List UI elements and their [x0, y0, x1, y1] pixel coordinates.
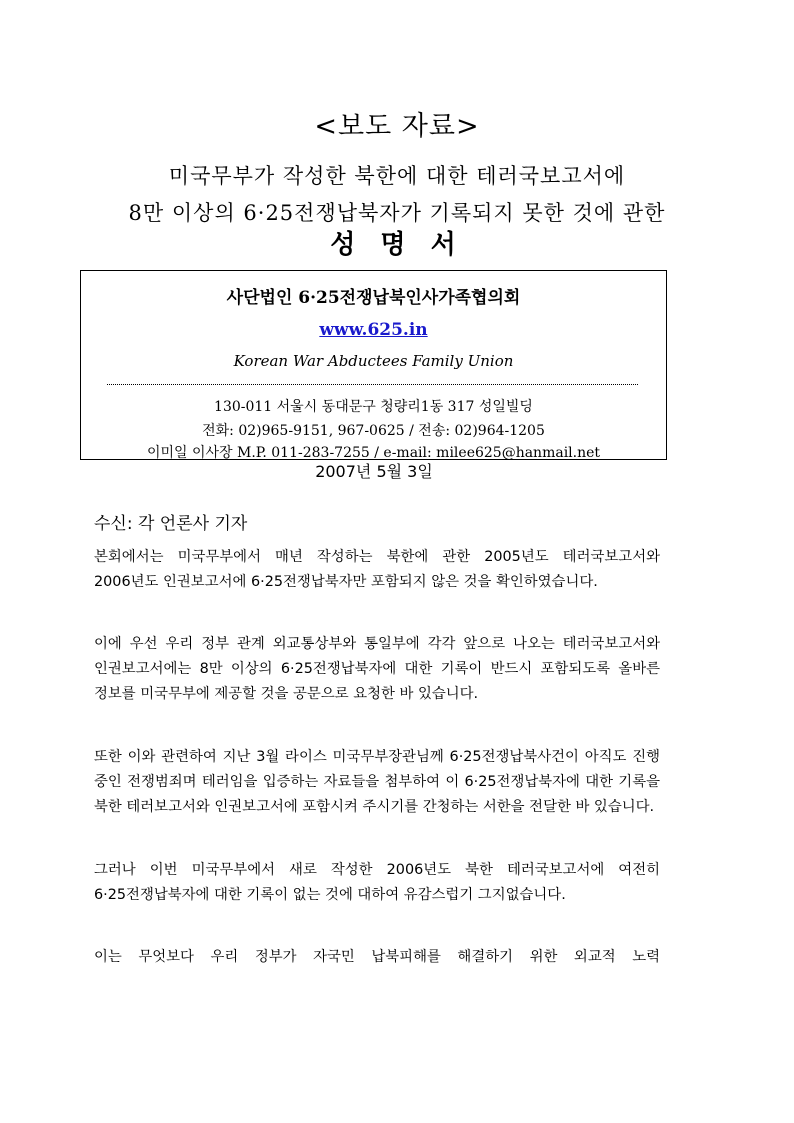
- organization-contact-email: 이미일 이사장 M.P. 011-283-7255 / e-mail: milee625@hanmail.net: [146, 445, 601, 461]
- body-paragraph: 또한 이와 관련하여 지난 3월 라이스 미국무부장관님께 6·25전쟁납북사건이 아직도 진행 중인 전쟁범죄며 테러임을 입증하는 자료들을 첨부하여 이 6·25전쟁납북자에 대한 기록을 북한 테러보고서와 인권보고서에 포함시켜 주시기를 간청하는 서한을 전달한 바 있습니다.: [94, 749, 660, 815]
- subtitle-line-2: 8만 이상의 6·25전쟁납북자가 기록되지 못한 것에 관한: [128, 201, 666, 225]
- website-link[interactable]: www.625.in: [319, 320, 428, 340]
- page-title: <보도 자료>: [314, 111, 480, 142]
- recipient-line: 수신: 각 언론사 기자: [94, 514, 248, 534]
- statement-heading: 성 명 서: [330, 230, 464, 260]
- dotted-divider: [107, 384, 638, 385]
- organization-name: 사단법인 6·25전쟁납북인사가족협의회: [226, 288, 521, 308]
- organization-address: 130-011 서울시 동대문구 청량리1동 317 성일빌딩: [214, 399, 533, 415]
- body-paragraph: 본회에서는 미국무부에서 매년 작성하는 북한에 관한 2005년도 테러국보고서와 2006년도 인권보고서에 6·25전쟁납북자만 포함되지 않은 것을 확인하였습니다.: [94, 549, 660, 590]
- organization-english-name: Korean War Abductees Family Union: [233, 352, 514, 370]
- body-paragraph: 이는 무엇보다 우리 정부가 자국민 납북피해를 해결하기 위한 외교적 노력: [94, 949, 660, 965]
- subtitle-line-1: 미국무부가 작성한 북한에 대한 테러국보고서에: [168, 164, 626, 188]
- document-date: 2007년 5월 3일: [315, 462, 433, 481]
- organization-info-box: [80, 270, 667, 460]
- body-paragraph: 이에 우선 우리 정부 관계 외교통상부와 통일부에 각각 앞으로 나오는 테러국보고서와 인권보고서에는 8만 이상의 6·25전쟁납북자에 대한 기록이 반드시 포함되도록 올바른 정보를 미국무부에 제공할 것을 공문으로 요청한 바 있습니다.: [94, 636, 660, 702]
- organization-phone-fax: 전화: 02)965-9151, 967-0625 / 전송: 02)964-1205: [202, 423, 545, 439]
- body-paragraph: 그러나 이번 미국무부에서 새로 작성한 2006년도 북한 테러국보고서에 여전히 6·25전쟁납북자에 대한 기록이 없는 것에 대하여 유감스럽기 그지없습니다.: [94, 862, 660, 903]
